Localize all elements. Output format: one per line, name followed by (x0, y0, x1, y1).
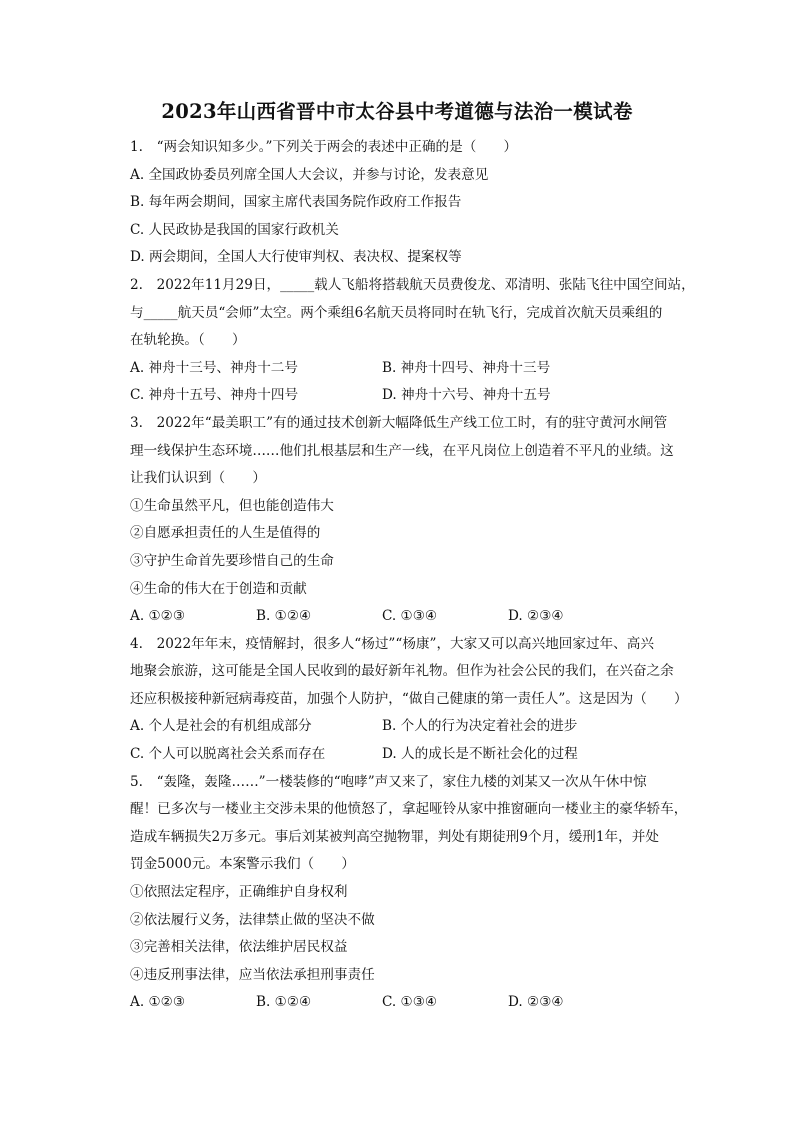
option-d: D. 两会期间，全国人大行使审判权、表决权、提案权等 (130, 249, 462, 266)
option-c: C. ①③④ (382, 994, 438, 1011)
question-stem: 造成车辆损失2万多元。事后刘某被判高空抛物罪，判处有期徒刑9个月，缓刑1年，并处 (130, 828, 659, 845)
question-stem: 理一线保护生态环境……他们扎根基层和生产一线，在平凡岗位上创造着不平凡的业绩。这 (130, 442, 674, 459)
question-stem: 还应积极接种新冠病毒疫苗，加强个人防护，“做自己健康的第一责任人”。这是因为（ ） (130, 690, 688, 707)
option-c: C. ①③④ (382, 608, 438, 625)
question-3 (130, 410, 696, 631)
option-d: D. ②③④ (508, 994, 564, 1011)
statement-4: ④违反刑事法律，应当依法承担刑事责任 (130, 966, 375, 983)
options-row (130, 741, 696, 769)
statement-1: ①依照法定程序，正确维护自身权利 (130, 884, 348, 901)
question-stem: 让我们认识到（ ） (130, 470, 266, 487)
statement-3: ③完善相关法律，依法维护居民权益 (130, 939, 348, 956)
statement-2: ②自愿承担责任的人生是值得的 (130, 525, 321, 542)
options-row (130, 382, 696, 410)
question-stem: 地聚会旅游，这可能是全国人民收到的最好新年礼物。但作为社会公民的我们，在兴奋之余 (130, 663, 674, 680)
statement-3: ③守护生命首先要珍惜自己的生命 (130, 552, 334, 569)
question-stem: 1. “两会知识知多少。”下列关于两会的表述中正确的是（ ） (130, 139, 518, 155)
statement-1: ①生命虽然平凡，但也能创造伟大 (130, 497, 334, 514)
option-b: B. 神舟十四号、神舟十三号 (382, 359, 551, 376)
option-b: B. ①②④ (256, 994, 312, 1011)
question-4 (130, 631, 696, 769)
question-stem: 与_____航天员“会师”太空。两个乘组6名航天员将同时在轨飞行，完成首次航天员乘组的 (130, 304, 663, 321)
exam-title: 2023年山西省晋中市太谷县中考道德与法治一模试卷 (161, 100, 633, 123)
option-c: C. 个人可以脱离社会关系而存在 (130, 746, 326, 763)
option-d: D. ②③④ (508, 608, 564, 625)
option-d: D. 神舟十六号、神舟十五号 (382, 387, 551, 404)
option-b: B. 个人的行为决定着社会的进步 (382, 718, 578, 735)
question-stem: 4. 2022年年末，疫情解封，很多人“杨过”“杨康”，大家又可以高兴地回家过年、高兴 (130, 635, 654, 652)
question-1 (130, 134, 696, 272)
option-a: A. 全国政协委员列席全国人大会议，并参与讨论，发表意见 (130, 166, 489, 183)
question-stem: 罚金5000元。本案警示我们（ ） (130, 856, 355, 873)
option-c: C. 神舟十五号、神舟十四号 (130, 387, 299, 404)
question-stem: 5. “轰隆，轰隆……”一楼装修的“咆哮”声又来了，家住九楼的刘某又一次从午休中惊 (130, 773, 647, 790)
option-a: A. ①②③ (130, 994, 186, 1011)
option-b: B. ①②④ (256, 608, 312, 625)
options-row (130, 989, 696, 1017)
options-row (130, 355, 696, 383)
statement-2: ②依法履行义务，法律禁止做的坚决不做 (130, 911, 375, 928)
statement-4: ④生命的伟大在于创造和贡献 (130, 580, 307, 597)
question-2 (130, 272, 696, 410)
option-a: A. 个人是社会的有机组成部分 (130, 718, 312, 735)
option-b: B. 每年两会期间，国家主席代表国务院作政府工作报告 (130, 194, 462, 211)
question-stem: 醒！已多次与一楼业主交涉未果的他愤怒了，拿起哑铃从家中推窗砸向一楼业主的豪华轿车， (130, 801, 688, 818)
question-stem: 2. 2022年11月29日，_____载人飞船将搭载航天员费俊龙、邓清明、张陆飞往中国空间站， (130, 276, 695, 293)
option-c: C. 人民政协是我国的国家行政机关 (130, 221, 339, 238)
option-d: D. 人的成长是不断社会化的过程 (382, 746, 578, 763)
question-5 (130, 769, 696, 1017)
option-a: A. ①②③ (130, 608, 186, 625)
options-row (130, 713, 696, 741)
exam-content (130, 134, 696, 1017)
question-stem: 3. 2022年“最美职工”有的通过技术创新大幅降低生产线工位工时，有的驻守黄河水闸管 (130, 414, 668, 431)
option-a: A. 神舟十三号、神舟十二号 (130, 359, 298, 376)
options-row (130, 603, 696, 631)
question-stem: 在轨轮换。（ ） (130, 332, 246, 349)
